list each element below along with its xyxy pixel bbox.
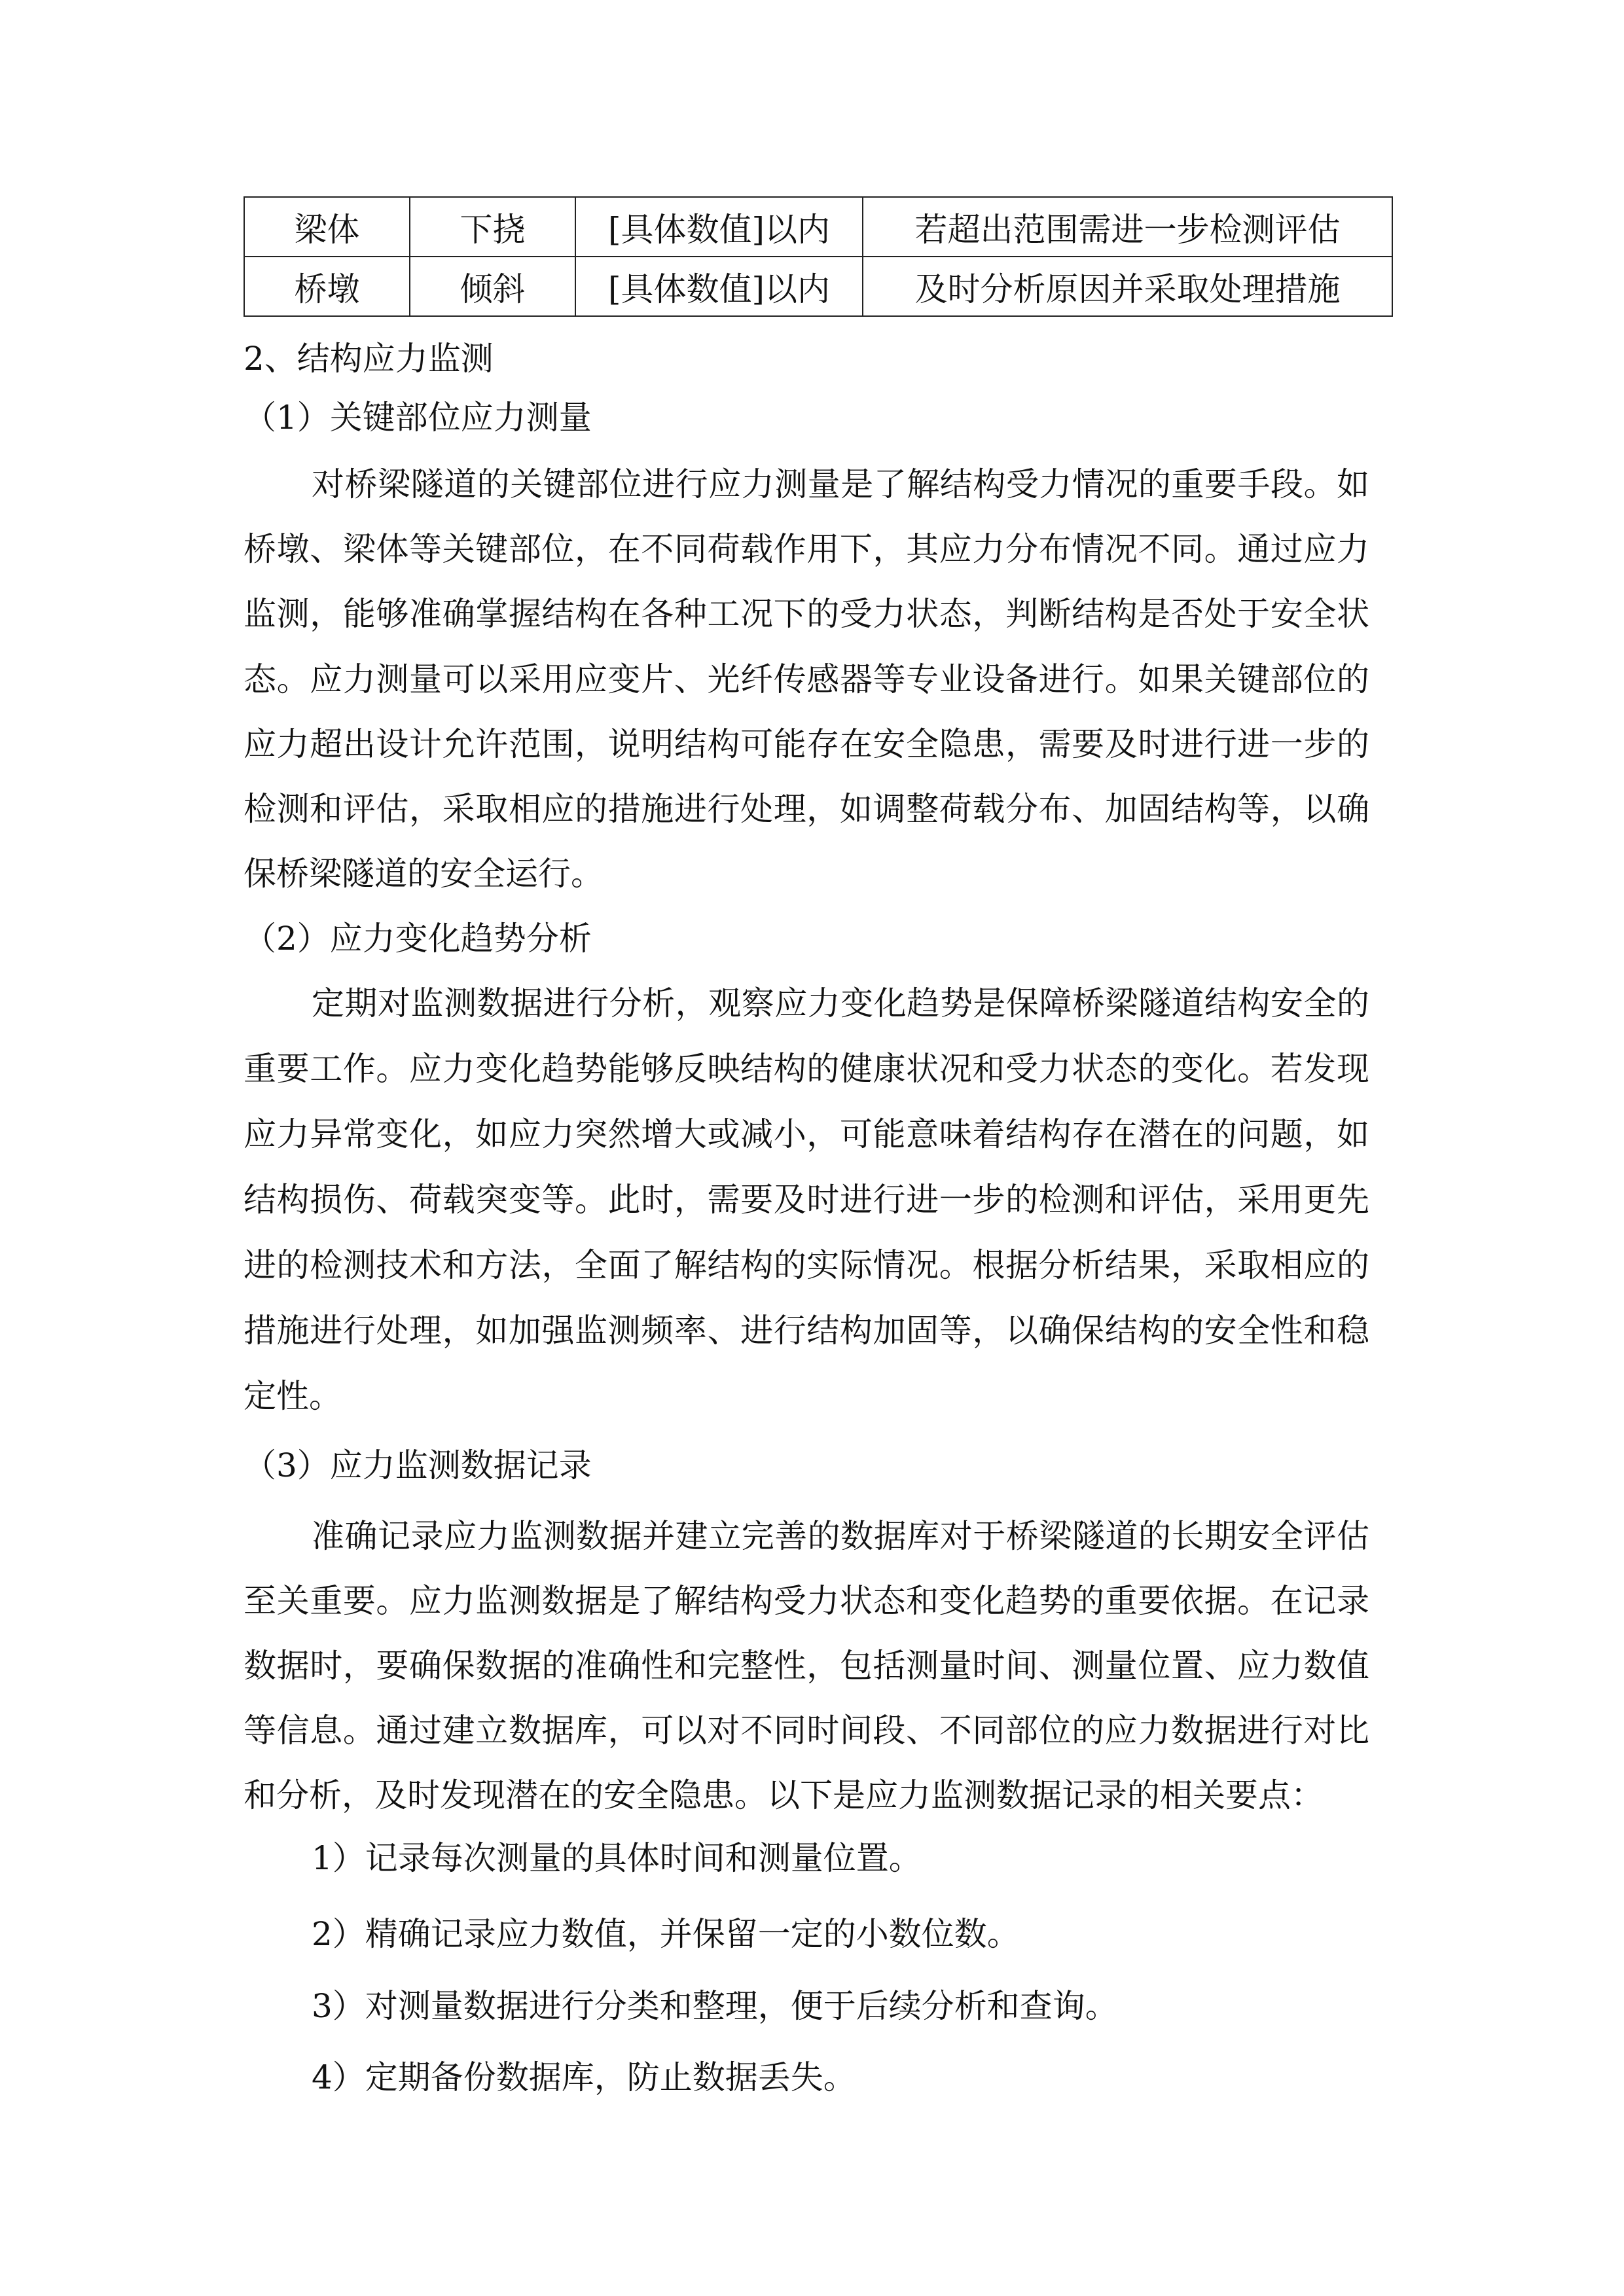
paragraph-line: 桥墩、梁体等关键部位，在不同荷载作用下，其应力分布情况不同。通过应力 (244, 530, 1369, 569)
table-cell: [具体数值]以内 (575, 197, 863, 257)
paragraph-line: 至关重要。应力监测数据是了解结构受力状态和变化趋势的重要依据。在记录 (244, 1582, 1369, 1620)
paragraph-line: 准确记录应力监测数据并建立完善的数据库对于桥梁隧道的长期安全评估 (312, 1517, 1369, 1555)
list-item: 1）记录每次测量的具体时间和测量位置。 (312, 1839, 922, 1877)
table-cell: 及时分析原因并采取处理措施 (863, 257, 1392, 316)
paragraph-line: 定期对监测数据进行分析，观察应力变化趋势是保障桥梁隧道结构安全的 (312, 984, 1369, 1022)
paragraph-line: 数据时，要确保数据的准确性和完整性，包括测量时间、测量位置、应力数值 (244, 1647, 1369, 1685)
paragraph-line: 和分析，及时发现潜在的安全隐患。以下是应力监测数据记录的相关要点： (244, 1776, 1324, 1814)
paragraph-line: 结构损伤、荷载突变等。此时，需要及时进行进一步的检测和评估，采用更先 (244, 1181, 1369, 1219)
paragraph-line: 保桥梁隧道的安全运行。 (244, 855, 604, 893)
table-cell: 倾斜 (410, 257, 575, 316)
paragraph-line: 定性。 (244, 1377, 342, 1415)
paragraph-line: 对桥梁隧道的关键部位进行应力测量是了解结构受力情况的重要手段。如 (312, 465, 1369, 503)
list-item: 3）对测量数据进行分类和整理，便于后续分析和查询。 (312, 1987, 1118, 2025)
list-item: 4）定期备份数据库，防止数据丢失。 (312, 2058, 856, 2096)
paragraph-line: 措施进行处理，如加强监测频率、进行结构加固等，以确保结构的安全性和稳 (244, 1312, 1369, 1350)
table-row (244, 257, 1392, 316)
table-cell: 梁体 (244, 197, 410, 257)
section-heading: 2、结构应力监测 (244, 340, 494, 378)
monitoring-table (244, 196, 1393, 317)
table-row (244, 197, 1392, 257)
list-item: 2）精确记录应力数值，并保留一定的小数位数。 (312, 1915, 1020, 1953)
table-cell: [具体数值]以内 (575, 257, 863, 316)
paragraph-line: 进的检测技术和方法，全面了解结构的实际情况。根据分析结果，采取相应的 (244, 1246, 1369, 1284)
paragraph-line: 应力异常变化，如应力突然增大或减小，可能意味着结构存在潜在的问题，如 (244, 1115, 1369, 1153)
paragraph-line: 检测和评估，采取相应的措施进行处理，如调整荷载分布、加固结构等，以确 (244, 790, 1369, 828)
subsection-heading: （3）应力监测数据记录 (244, 1446, 592, 1484)
table-cell: 若超出范围需进一步检测评估 (863, 197, 1392, 257)
table-cell: 桥墩 (244, 257, 410, 316)
paragraph-line: 等信息。通过建立数据库，可以对不同时间段、不同部位的应力数据进行对比 (244, 1712, 1369, 1749)
paragraph-line: 监测，能够准确掌握结构在各种工况下的受力状态，判断结构是否处于安全状 (244, 595, 1369, 634)
paragraph-line: 态。应力测量可以采用应变片、光纤传感器等专业设备进行。如果关键部位的 (244, 660, 1369, 698)
subsection-heading: （2）应力变化趋势分析 (244, 920, 592, 958)
subsection-heading: （1）关键部位应力测量 (244, 399, 592, 437)
paragraph-line: 重要工作。应力变化趋势能够反映结构的健康状况和受力状态的变化。若发现 (244, 1050, 1369, 1088)
table-cell: 下挠 (410, 197, 575, 257)
paragraph-line: 应力超出设计允许范围，说明结构可能存在安全隐患，需要及时进行进一步的 (244, 725, 1369, 763)
